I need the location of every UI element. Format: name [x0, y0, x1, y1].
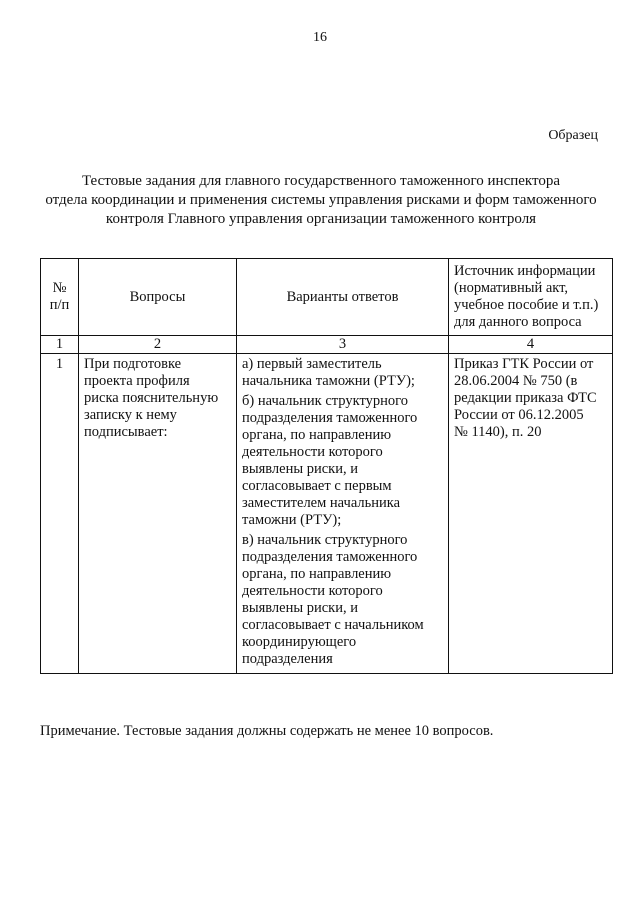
page-number: 16 — [313, 30, 327, 45]
document-title — [40, 172, 602, 229]
answers-cell — [237, 354, 449, 674]
title-line: отдела координации и применения системы управления рисками и форм таможенного — [45, 192, 597, 208]
column-number: 1 — [41, 336, 79, 354]
header-source: Источник информации (нормативный акт, учебное пособие и т.п.) для данного вопроса — [449, 259, 613, 336]
answer-option-b: б) начальник структурного подразделения таможенного органа, по направлению деятельности которого выявлены риски, и согласовывает с первым заместителем начальника таможни (РТУ); — [242, 393, 418, 528]
table-row — [41, 354, 613, 674]
column-number: 3 — [237, 336, 449, 354]
sample-label: Образец — [548, 128, 598, 143]
note: Примечание. Тестовые задания должны содержать не менее 10 вопросов. — [40, 723, 494, 739]
column-number: 4 — [449, 336, 613, 354]
column-number-row — [41, 336, 613, 354]
column-number: 2 — [79, 336, 237, 354]
question-cell: При подготовке проекта профиля риска пояснительную записку к нему подписывает: — [79, 354, 237, 674]
row-number: 1 — [41, 354, 79, 674]
title-line: контроля Главного управления организации таможенного контроля — [105, 211, 537, 227]
header-answers: Варианты ответов — [237, 259, 449, 336]
header-number: № п/п — [41, 259, 79, 336]
answer-option-c: в) начальник структурного подразделения таможенного органа, по направлению деятельности которого выявлены риски, и согласовывает с начальником координирующего подразделения — [242, 532, 424, 667]
test-tasks-table — [40, 258, 613, 674]
answer-option-a: а) первый заместитель начальника таможни (РТУ); — [242, 356, 415, 389]
source-cell: Приказ ГТК России от 28.06.2004 № 750 (в редакции приказа ФТС России от 06.12.2005 № 1140), п. 20 — [449, 354, 613, 674]
header-questions: Вопросы — [79, 259, 237, 336]
title-line: Тестовые задания для главного государственного таможенного инспектора — [81, 173, 561, 189]
table-header-row — [41, 259, 613, 336]
